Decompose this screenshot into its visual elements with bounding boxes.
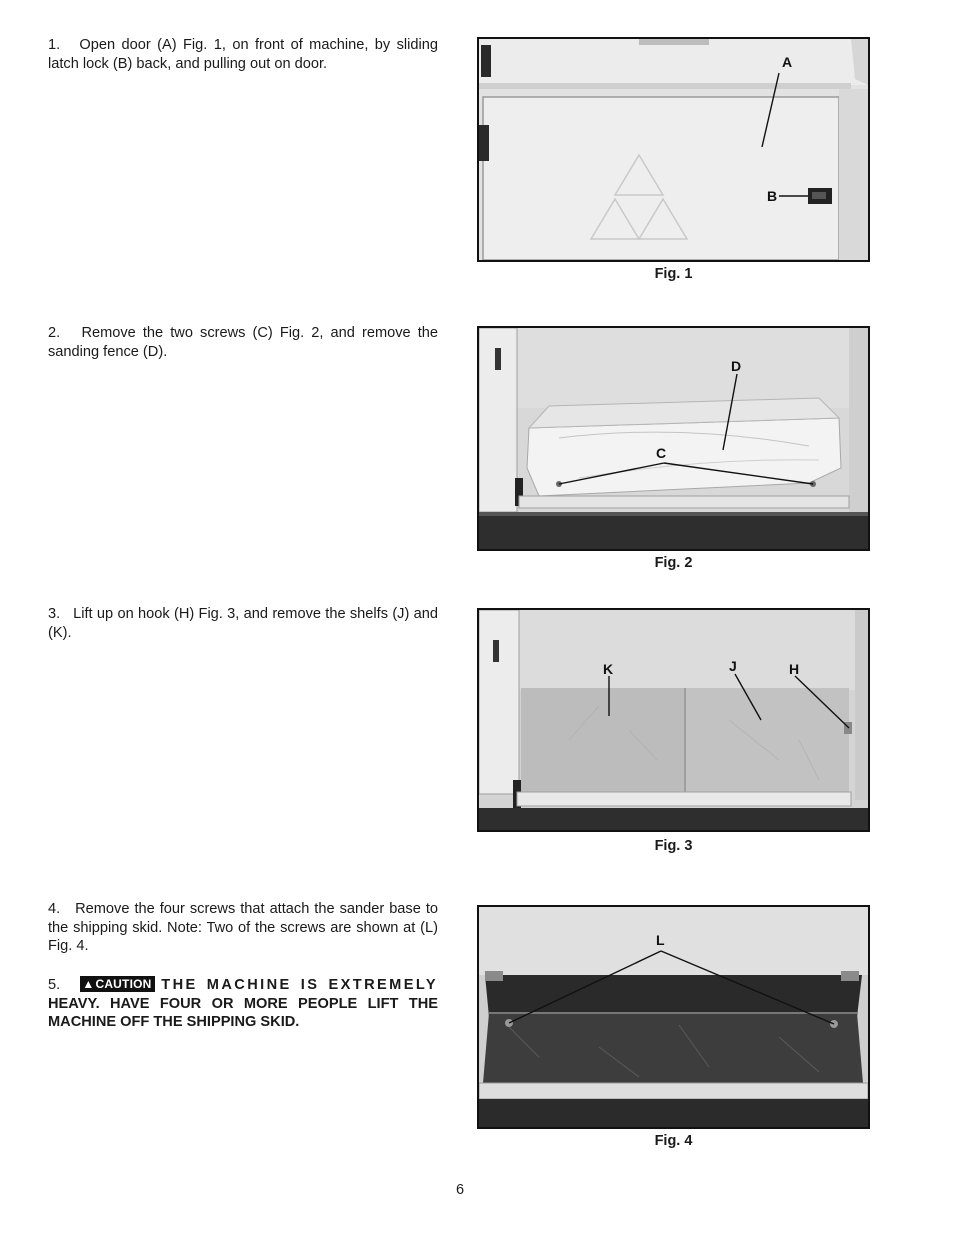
figure-2-photo	[477, 326, 870, 551]
step-4	[48, 900, 438, 956]
figure-4-photo	[477, 905, 870, 1129]
caution-lead: THE MACHINE IS EXTREMELY	[161, 977, 438, 993]
figure-1-illustration	[479, 39, 868, 260]
caution-rest: HEAVY. HAVE FOUR OR MORE PEOPLE LIFT THE MACHINE OFF THE SHIPPING SKID.	[48, 995, 438, 1030]
caution-badge	[80, 976, 154, 992]
figure-3-caption: Fig. 3	[654, 838, 693, 854]
step-5-caution	[48, 976, 438, 1032]
figure-3-label-k: K	[603, 661, 614, 677]
figure-2-label-c: C	[656, 445, 667, 461]
figure-1-caption: Fig. 1	[654, 266, 693, 282]
figure-2-label-d: D	[731, 358, 742, 374]
step-2	[48, 324, 438, 361]
step-3-number: 3.	[48, 606, 61, 622]
figure-3-illustration	[479, 610, 868, 830]
figure-1-label-a: A	[782, 54, 793, 70]
figure-2-caption: Fig. 2	[654, 555, 693, 571]
step-2-text: Remove the two screws (C) Fig. 2, and remove the sanding fence (D).	[48, 325, 438, 360]
figure-4-label-l: L	[656, 932, 665, 948]
figure-3-label-h: H	[789, 661, 800, 677]
step-1	[48, 36, 438, 73]
step-3	[48, 605, 438, 642]
step-3-text: Lift up on hook (H) Fig. 3, and remove the shelfs (J) and (K).	[48, 606, 439, 641]
figure-3-photo	[477, 608, 870, 832]
page-number: 6	[455, 1182, 465, 1198]
step-1-number: 1.	[48, 37, 61, 53]
figure-1-photo	[477, 37, 870, 262]
figure-2-illustration	[479, 328, 868, 549]
step-4-number: 4.	[48, 901, 61, 917]
step-2-number: 2.	[48, 325, 61, 341]
step-4-text: Remove the four screws that attach the sander base to the shipping skid. Note: Two of the screws are shown at (L) Fig. 4.	[48, 901, 438, 954]
warning-triangle-icon: ▲	[82, 977, 95, 991]
step-1-text: Open door (A) Fig. 1, on front of machine, by sliding latch lock (B) back, and pulling out on door.	[48, 37, 439, 72]
figure-3-label-j: J	[729, 658, 737, 674]
step-5-number: 5.	[48, 977, 61, 993]
caution-badge-label: CAUTION	[95, 977, 152, 991]
figure-1-label-b: B	[767, 188, 778, 204]
figure-4-illustration	[479, 907, 868, 1127]
figure-4-caption: Fig. 4	[654, 1133, 693, 1149]
